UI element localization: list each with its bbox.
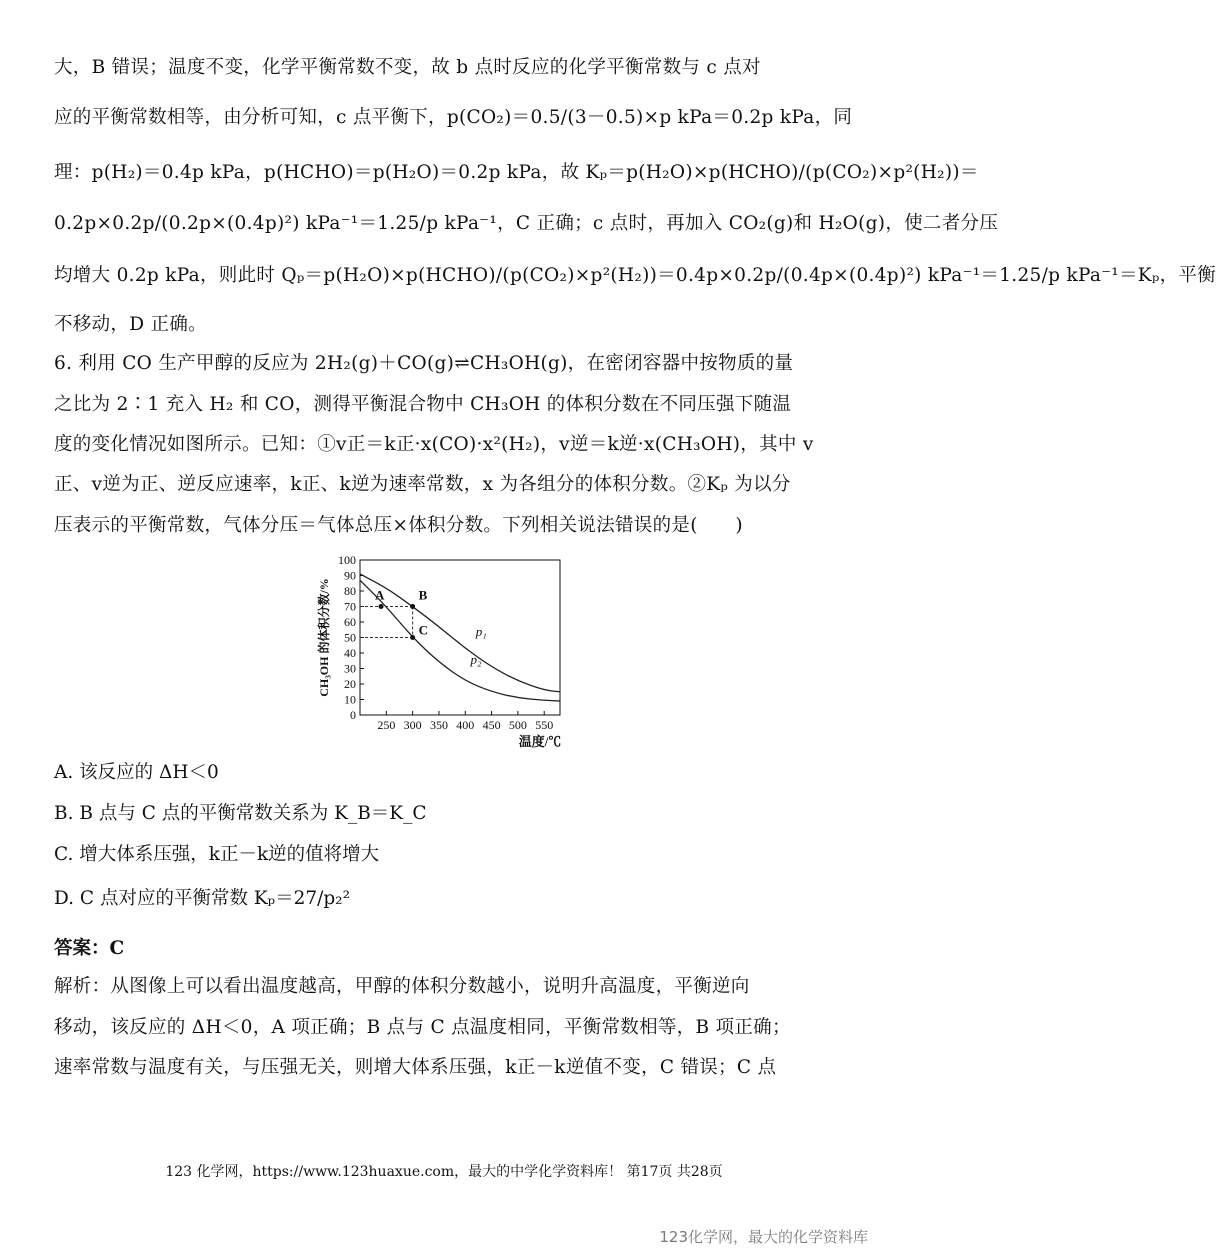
option-b: B. B 点与 C 点的平衡常数关系为 K_B＝K_C [54,803,427,824]
x-tick-label: 550 [535,718,554,732]
y-tick-label: 40 [344,646,356,660]
text-line: 理：p(H₂)＝0.4p kPa，p(HCHO)＝p(H₂O)＝0.2p kPa，故 Kₚ＝p(H₂O)×p(HCHO)/(p(CO₂)×p²(H₂))＝ [54,162,979,183]
y-tick-label: 100 [338,553,356,567]
chart-points [360,588,428,641]
text-line: 应的平衡常数相等，由分析可知，c 点平衡下，p(CO₂)＝0.5/(3－0.5)×p kPa＝0.2p kPa，同 [54,107,853,128]
page-footer: 123 化学网，https://www.123huaxue.com，最大的中学化学资料库！ 第17页 共28页 [165,1164,723,1180]
point-label-c: C [418,622,429,638]
text-line: 均增大 0.2p kPa，则此时 Qₚ＝p(H₂O)×p(HCHO)/(p(CO₂)×p²(H₂))＝0.4p×0.2p/(0.4p×(0.4p)²) kPa⁻¹＝1.25/p kPa⁻¹＝Kₚ，平衡 [54,265,1216,286]
chart-axes [316,553,561,749]
analysis-line: 移动，该反应的 ΔH＜0，A 项正确；B 点与 C 点温度相同，平衡常数相等，B 项正确； [54,1017,791,1038]
question-line: 正、v逆为正、逆反应速率，k正、k逆为速率常数，x 为各组分的体积分数。②Kₚ 为以分 [54,474,791,495]
x-tick-label: 400 [456,718,475,732]
watermark: 123化学网，最大的化学资料库 [659,1228,868,1246]
question-line: 压表示的平衡常数，气体分压＝气体总压×体积分数。下列相关说法错误的是( ) [54,515,743,536]
text-line: 不移动，D 正确。 [54,314,207,335]
point-a [379,604,384,609]
y-tick-label: 90 [344,568,356,583]
x-tick-label: 300 [403,718,422,732]
x-tick-label: 500 [508,718,527,732]
text-line: 0.2p×0.2p/(0.2p×(0.4p)²) kPa⁻¹＝1.25/p kPa⁻¹，C 正确；c 点时，再加入 CO₂(g)和 H₂O(g)，使二者分压 [54,213,999,234]
text-line: 大，B 错误；温度不变，化学平衡常数不变，故 b 点时反应的化学平衡常数与 c 点对 [54,57,761,78]
methanol-fraction-chart [300,550,590,750]
y-tick-label: 50 [344,630,356,645]
series-line-1 [360,574,560,692]
series-line-2 [360,580,560,701]
question-line: 6. 利用 CO 生产甲醇的反应为 2H₂(g)＋CO(g)⇌CH₃OH(g)，在密闭容器中按物质的量 [54,353,794,374]
series-label-2: p₂ [470,652,482,668]
point-label-a: A [375,587,385,603]
y-tick-label: 20 [344,677,356,691]
x-axis-label: 温度/℃ [518,734,562,749]
point-c [410,635,415,640]
answer: 答案：C [54,938,125,959]
y-tick-label: 30 [344,661,356,676]
y-tick-label: 80 [344,584,356,598]
analysis-line: 解析：从图像上可以看出温度越高，甲醇的体积分数越小，说明升高温度，平衡逆向 [54,976,750,997]
analysis-line: 速率常数与温度有关，与压强无关，则增大体系压强，k正－k逆值不变，C 错误；C 点 [54,1057,777,1078]
y-tick-label: 0 [350,708,356,722]
point-label-b: B [418,587,428,603]
question-line: 之比为 2∶1 充入 H₂ 和 CO，测得平衡混合物中 CH₃OH 的体积分数在不同压强下随温 [54,394,792,415]
series-label-1: p₁ [475,624,487,640]
y-axis-label: CH₃OH 的体积分数/% [317,578,331,697]
question-line: 度的变化情况如图所示。已知：①v正＝k正·x(CO)·x²(H₂)，v逆＝k逆·x(CH₃OH)，其中 v [54,434,814,455]
x-tick-label: 250 [377,718,396,732]
option-a: A. 该反应的 ΔH＜0 [54,762,219,783]
y-tick-label: 70 [344,599,356,614]
option-d: D. C 点对应的平衡常数 Kₚ＝27/p₂² [54,888,351,909]
point-b [410,604,415,609]
y-tick-label: 10 [344,692,356,707]
x-tick-label: 350 [429,718,448,732]
x-tick-label: 450 [482,718,501,732]
y-tick-label: 60 [344,615,356,629]
option-c: C. 增大体系压强，k正－k逆的值将增大 [54,844,380,865]
